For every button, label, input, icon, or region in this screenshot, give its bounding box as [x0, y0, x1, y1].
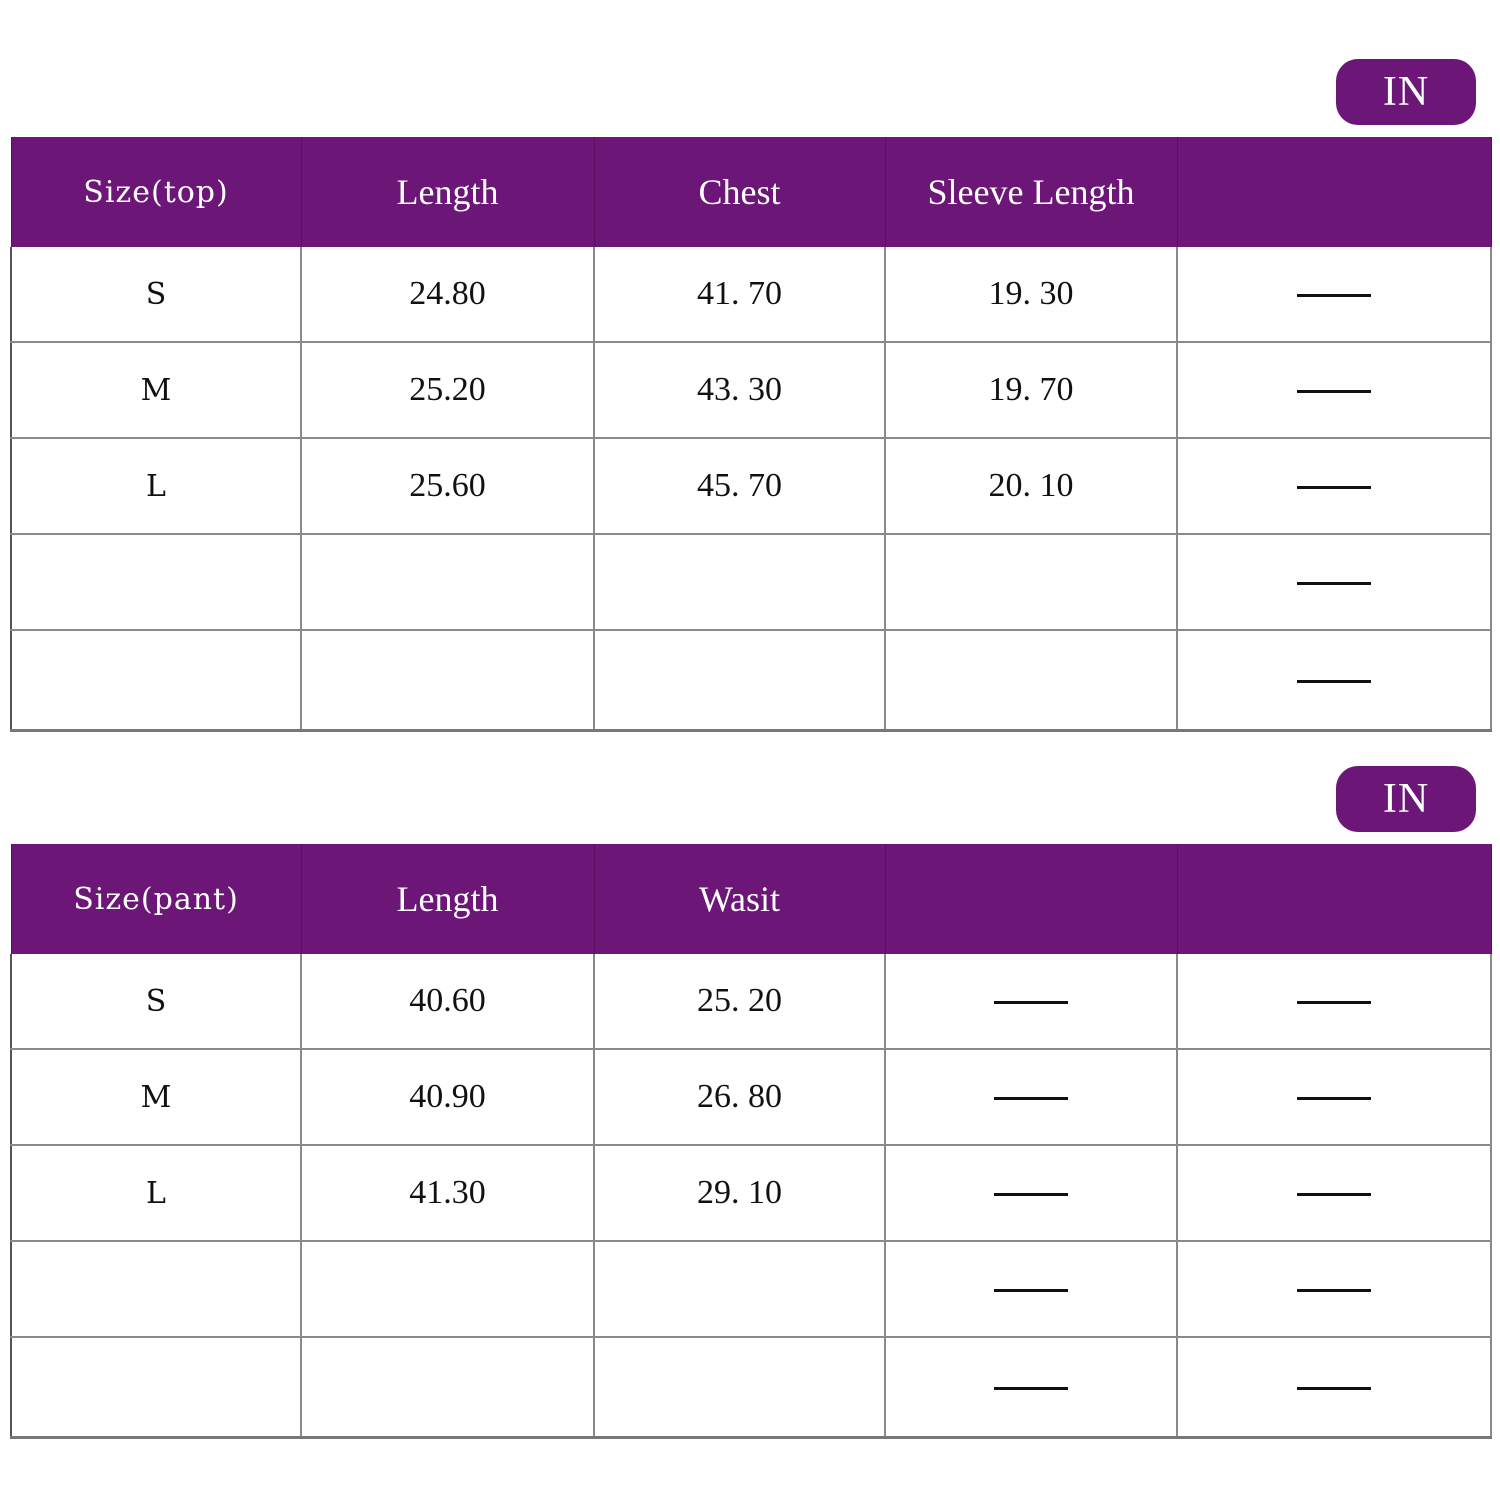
- dash-mark: [1297, 1193, 1371, 1196]
- empty-cell: [885, 1337, 1177, 1438]
- dash-mark: [1297, 1289, 1371, 1292]
- dash-mark: [994, 1193, 1068, 1196]
- empty-cell: [1177, 342, 1491, 438]
- chest-cell: 41. 70: [594, 247, 885, 342]
- table-row: [11, 1337, 1491, 1438]
- header-length: Length: [301, 137, 594, 247]
- header-chest: Chest: [594, 137, 885, 247]
- waist-cell: [594, 1241, 885, 1337]
- size-table-top: [10, 137, 1492, 732]
- table-row: [11, 954, 1491, 1049]
- table-header-row: [11, 844, 1491, 954]
- length-cell: [301, 630, 594, 731]
- unit-badge-pant: IN: [1336, 766, 1476, 832]
- size-cell: S: [11, 247, 301, 342]
- chest-cell: [594, 534, 885, 630]
- dash-mark: [1297, 1387, 1371, 1390]
- dash-mark: [1297, 1001, 1371, 1004]
- empty-cell: [1177, 630, 1491, 731]
- sleeve-cell: 19. 30: [885, 247, 1177, 342]
- table-row: [11, 630, 1491, 731]
- length-cell: [301, 1337, 594, 1438]
- header-sleeve-length: Sleeve Length: [885, 137, 1177, 247]
- length-cell: 41.30: [301, 1145, 594, 1241]
- size-cell: L: [11, 438, 301, 534]
- size-cell: [11, 630, 301, 731]
- header-empty: [1177, 844, 1491, 954]
- empty-cell: [1177, 438, 1491, 534]
- sleeve-cell: [885, 534, 1177, 630]
- size-cell: L: [11, 1145, 301, 1241]
- size-cell: M: [11, 1049, 301, 1145]
- empty-cell: [1177, 954, 1491, 1049]
- size-cell: S: [11, 954, 301, 1049]
- empty-cell: [1177, 1337, 1491, 1438]
- table-row: [11, 1145, 1491, 1241]
- dash-mark: [1297, 582, 1371, 585]
- length-cell: 25.20: [301, 342, 594, 438]
- length-cell: 24.80: [301, 247, 594, 342]
- length-cell: 25.60: [301, 438, 594, 534]
- header-empty: [1177, 137, 1491, 247]
- length-cell: [301, 1241, 594, 1337]
- size-cell: [11, 1241, 301, 1337]
- empty-cell: [1177, 1145, 1491, 1241]
- dash-mark: [1297, 390, 1371, 393]
- length-cell: 40.60: [301, 954, 594, 1049]
- empty-cell: [885, 1145, 1177, 1241]
- empty-cell: [1177, 247, 1491, 342]
- size-cell: [11, 534, 301, 630]
- chest-cell: 45. 70: [594, 438, 885, 534]
- size-table-pant: [10, 844, 1492, 1439]
- empty-cell: [885, 954, 1177, 1049]
- table-row: [11, 438, 1491, 534]
- table-row: [11, 247, 1491, 342]
- header-waist: Wasit: [594, 844, 885, 954]
- table-row: [11, 534, 1491, 630]
- table-row: [11, 1241, 1491, 1337]
- size-cell: [11, 1337, 301, 1438]
- header-size: Size(top): [11, 137, 301, 247]
- table-row: [11, 1049, 1491, 1145]
- header-length: Length: [301, 844, 594, 954]
- header-empty: [885, 844, 1177, 954]
- chest-cell: [594, 630, 885, 731]
- dash-mark: [994, 1387, 1068, 1390]
- sleeve-cell: 20. 10: [885, 438, 1177, 534]
- length-cell: 40.90: [301, 1049, 594, 1145]
- dash-mark: [994, 1097, 1068, 1100]
- sleeve-cell: [885, 630, 1177, 731]
- empty-cell: [1177, 1241, 1491, 1337]
- header-size: Size(pant): [11, 844, 301, 954]
- empty-cell: [885, 1049, 1177, 1145]
- waist-cell: 25. 20: [594, 954, 885, 1049]
- dash-mark: [1297, 1097, 1371, 1100]
- dash-mark: [1297, 486, 1371, 489]
- empty-cell: [1177, 1049, 1491, 1145]
- waist-cell: 26. 80: [594, 1049, 885, 1145]
- dash-mark: [994, 1289, 1068, 1292]
- empty-cell: [1177, 534, 1491, 630]
- size-cell: M: [11, 342, 301, 438]
- waist-cell: 29. 10: [594, 1145, 885, 1241]
- dash-mark: [1297, 294, 1371, 297]
- chest-cell: 43. 30: [594, 342, 885, 438]
- sleeve-cell: 19. 70: [885, 342, 1177, 438]
- waist-cell: [594, 1337, 885, 1438]
- dash-mark: [1297, 680, 1371, 683]
- length-cell: [301, 534, 594, 630]
- dash-mark: [994, 1001, 1068, 1004]
- empty-cell: [885, 1241, 1177, 1337]
- table-header-row: [11, 137, 1491, 247]
- table-row: [11, 342, 1491, 438]
- unit-badge-top: IN: [1336, 59, 1476, 125]
